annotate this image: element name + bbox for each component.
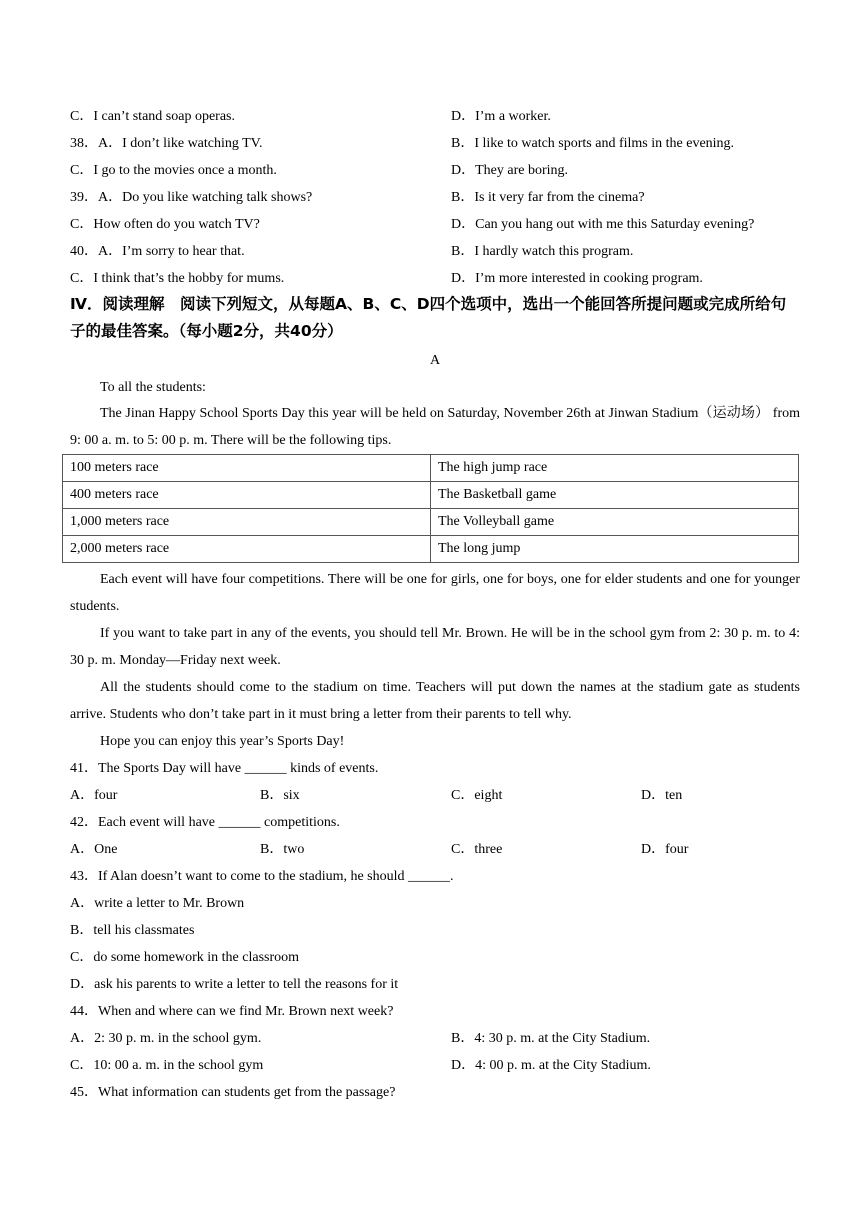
option-left: 39．A．Do you like watching talk shows? [70, 190, 313, 205]
option-right: D．I’m more interested in cooking program. [451, 271, 703, 286]
option-a: A．2: 30 p. m. in the school gym. [70, 1031, 262, 1046]
option-left: 38．A．I don’t like watching TV. [70, 136, 263, 151]
option-row [70, 184, 800, 211]
table-cell: The high jump race [431, 455, 799, 482]
passage-paragraph: Hope you can enjoy this year’s Sports Day! [100, 734, 345, 749]
table-cell: 100 meters race [63, 455, 431, 482]
table-cell: 2,000 meters race [63, 536, 431, 563]
option-d: D．4: 00 p. m. at the City Stadium. [451, 1058, 651, 1073]
table-row [63, 536, 799, 563]
option-left: C．I think that’s the hobby for mums. [70, 271, 285, 286]
table-cell: 400 meters race [63, 482, 431, 509]
option-a: A．four [70, 788, 118, 803]
option-row [70, 157, 800, 184]
option-d: D．ten [641, 788, 683, 803]
option-right: D．I’m a worker. [451, 109, 551, 124]
question-stem: 41．The Sports Day will have ______ kinds of events. [70, 761, 379, 776]
option-d: D．four [641, 842, 689, 857]
question-stem: 44．When and where can we find Mr. Brown next week? [70, 1004, 394, 1019]
option-left: C．I can’t stand soap operas. [70, 109, 235, 124]
option-left: 40．A．I’m sorry to hear that. [70, 244, 245, 259]
option-left: C．How often do you watch TV? [70, 217, 260, 232]
table-row [63, 482, 799, 509]
passage-paragraph: All the students should come to the stadium on time. Teachers will put down the names at the stadium gate as students arrive. Students who don’t take part in it must bring a letter from their parents to tell why. [70, 680, 800, 722]
option-row [70, 103, 800, 130]
table-cell: The Volleyball game [431, 509, 799, 536]
option-c: C．do some homework in the classroom [70, 950, 300, 965]
option-row [70, 211, 800, 238]
question-stem: 45．What information can students get from the passage? [70, 1085, 396, 1100]
passage-paragraph: Each event will have four competitions. There will be one for girls, one for boys, one for elder students and one for younger students. [70, 572, 800, 614]
option-b: B．two [260, 842, 305, 857]
table-row [63, 455, 799, 482]
option-c: C．10: 00 a. m. in the school gym [70, 1058, 264, 1073]
options-row [70, 782, 800, 809]
passage-paragraph: If you want to take part in any of the events, you should tell Mr. Brown. He will be in the school gym from 2: 30 p. m. to 4: 30 p. m. Monday—Friday next week. [70, 626, 800, 668]
option-right: B．Is it very far from the cinema? [451, 190, 645, 205]
option-right: B．I hardly watch this program. [451, 244, 634, 259]
option-c: C．eight [451, 788, 503, 803]
option-right: D．They are boring. [451, 163, 569, 178]
option-row [70, 265, 800, 292]
option-b: B．4: 30 p. m. at the City Stadium. [451, 1031, 651, 1046]
option-row [70, 130, 800, 157]
section-heading: Ⅳ．阅读理解 阅读下列短文，从每题A、B、C、D四个选项中，选出一个能回答所提问题或完成所给句子的最佳答案。（每小题2分，共40分） [70, 295, 787, 340]
options-row [70, 1025, 800, 1052]
passage-greeting: To all the students: [100, 380, 206, 395]
events-table [62, 454, 799, 563]
option-d: D．ask his parents to write a letter to tell the reasons for it [70, 977, 399, 992]
option-b: B．six [260, 788, 300, 803]
passage-label: A [429, 353, 441, 368]
table-cell: The long jump [431, 536, 799, 563]
table-row [63, 509, 799, 536]
option-c: C．three [451, 842, 503, 857]
table-cell: The Basketball game [431, 482, 799, 509]
table-cell: 1,000 meters race [63, 509, 431, 536]
options-row [70, 1052, 800, 1079]
option-a: A．write a letter to Mr. Brown [70, 896, 245, 911]
option-right: D．Can you hang out with me this Saturday evening? [451, 217, 755, 232]
option-row [70, 238, 800, 265]
question-stem: 43．If Alan doesn’t want to come to the stadium, he should ______. [70, 869, 454, 884]
option-left: C．I go to the movies once a month. [70, 163, 277, 178]
option-a: A．One [70, 842, 118, 857]
passage-intro: The Jinan Happy School Sports Day this year will be held on Saturday, November 26th at Jinwan Stadium（运动场） from 9: 00 a. m. to 5: 00 p. m. There will be the following tips. [70, 406, 800, 448]
option-right: B．I like to watch sports and films in the evening. [451, 136, 735, 151]
options-row [70, 836, 800, 863]
option-b: B．tell his classmates [70, 923, 195, 938]
question-stem: 42．Each event will have ______ competitions. [70, 815, 340, 830]
